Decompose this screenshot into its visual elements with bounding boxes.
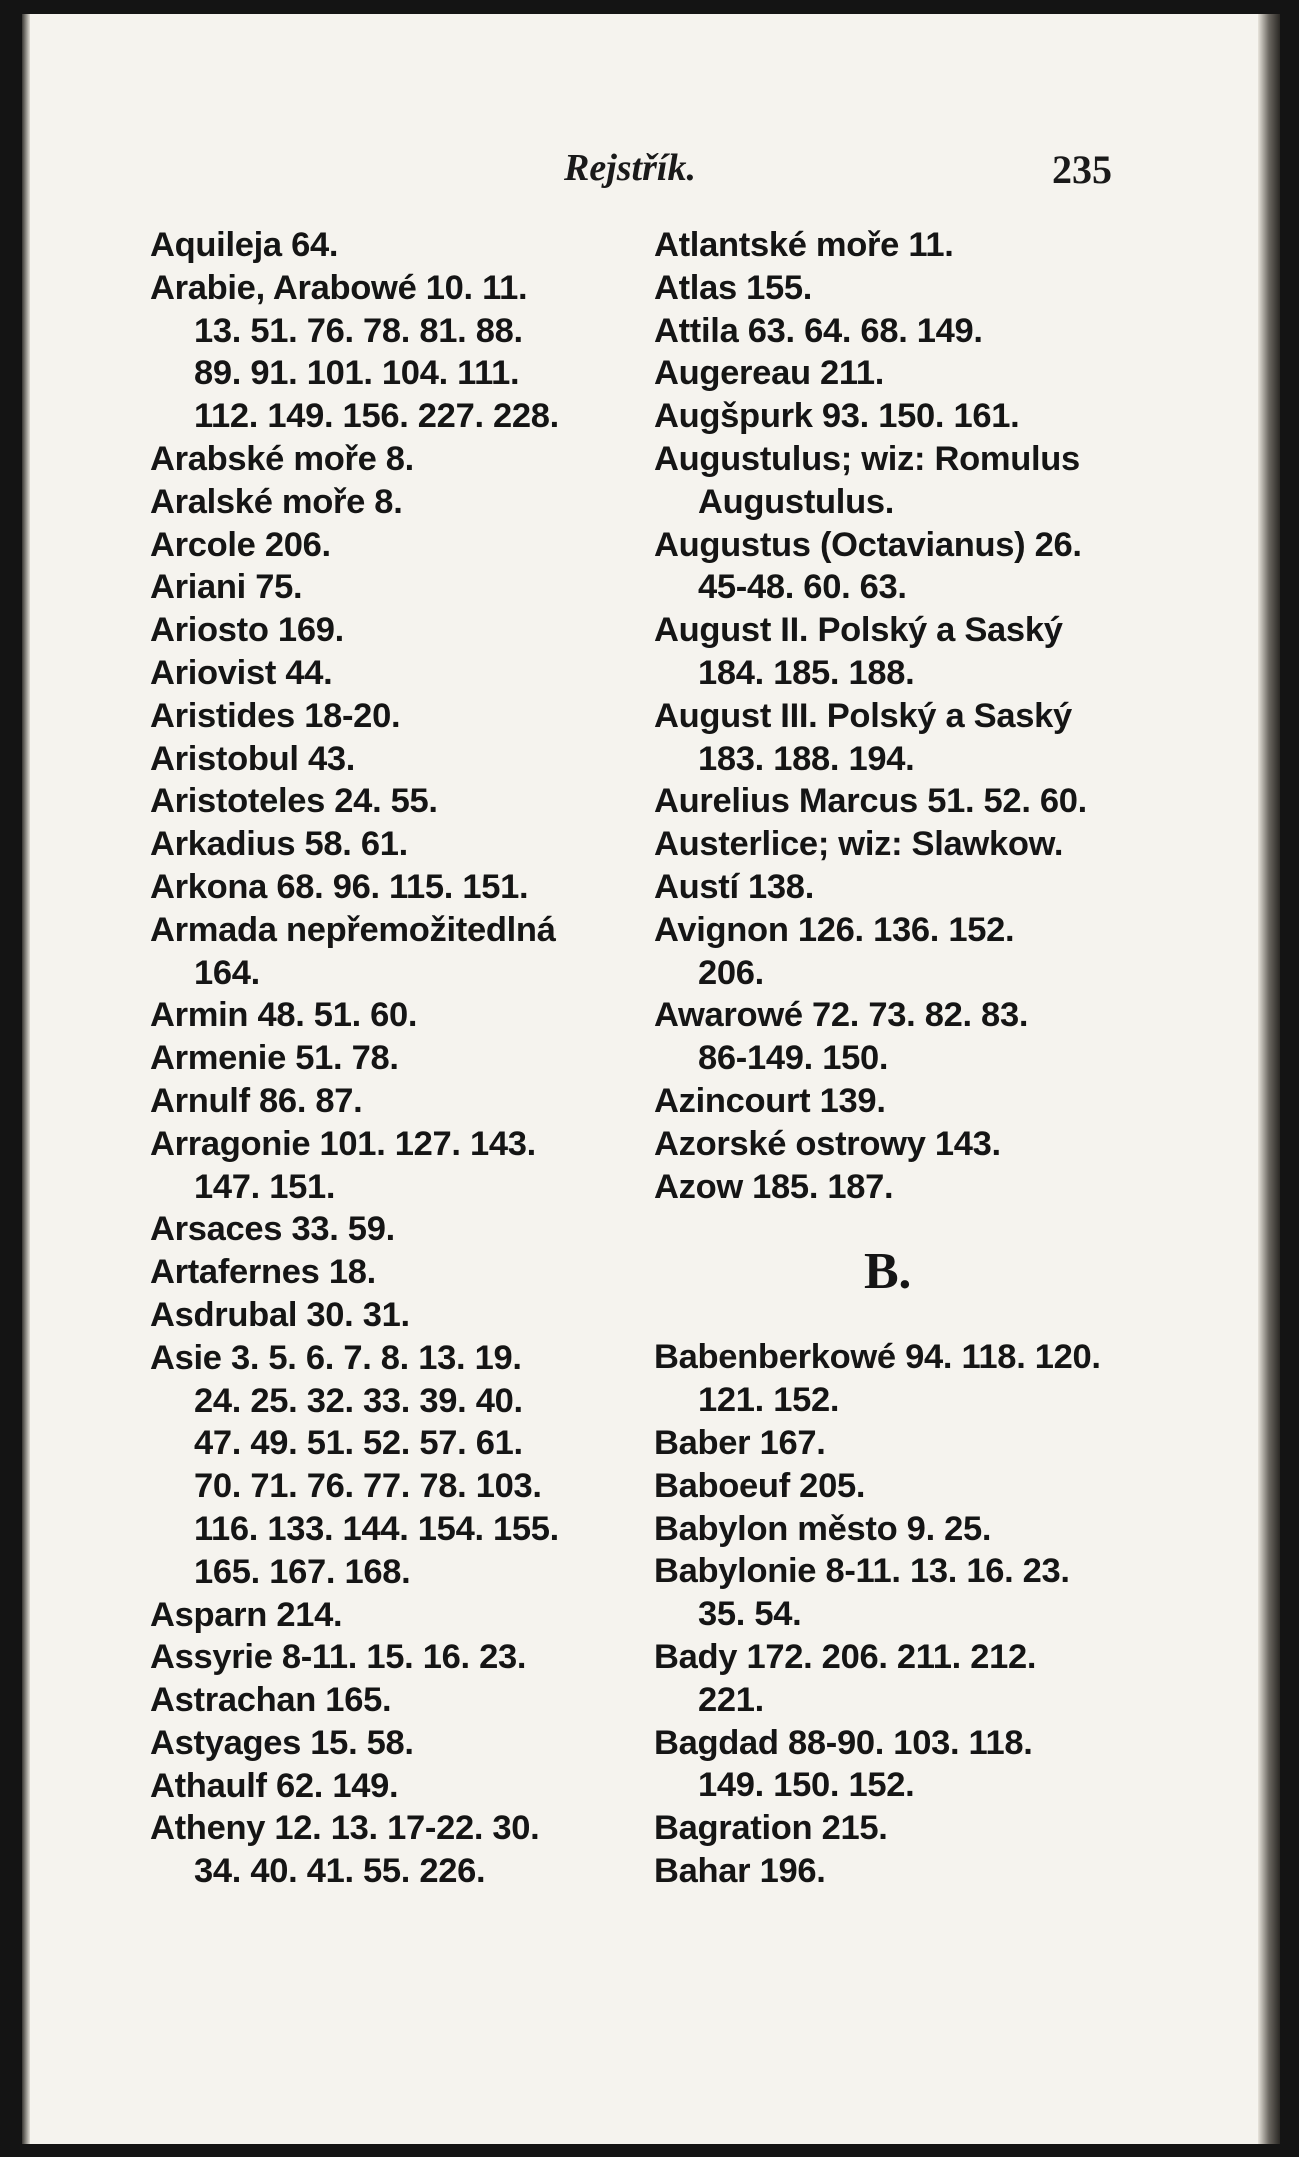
- index-entry: Augereau 211.: [654, 354, 885, 393]
- index-entry: Ariani 75.: [150, 568, 303, 607]
- index-entry-continuation: 34. 40. 41. 55. 226.: [194, 1852, 486, 1891]
- index-section-b: [654, 1336, 1154, 1892]
- index-entry: Azorské ostrowy 143.: [654, 1124, 1001, 1163]
- book-page: [22, 14, 1280, 2144]
- index-entry-continuation: 183. 188. 194.: [698, 739, 915, 778]
- index-entry: Asparn 214.: [150, 1595, 343, 1634]
- index-column-right: [654, 224, 1154, 1893]
- index-entry-continuation: 112. 149. 156. 227. 228.: [194, 397, 559, 436]
- index-entry: Austerlice; wiz: Slawkow.: [654, 825, 1064, 864]
- index-entry: Arragonie 101. 127. 143.: [150, 1124, 536, 1163]
- index-entry: Augustus (Octavianus) 26.: [654, 525, 1082, 564]
- page-edge-right: [1258, 14, 1280, 2144]
- index-entry: Asdrubal 30. 31.: [150, 1295, 410, 1334]
- index-entry: Awarowé 72. 73. 82. 83.: [654, 996, 1029, 1035]
- index-entry: August III. Polský a Saský: [654, 696, 1072, 735]
- index-column-left: [150, 224, 650, 1893]
- index-entry: Bagration 215.: [654, 1809, 888, 1848]
- index-entry: Assyrie 8-11. 15. 16. 23.: [150, 1638, 527, 1677]
- index-entry: Augustulus; wiz: Romulus: [654, 439, 1080, 478]
- index-entry: Azow 185. 187.: [654, 1167, 894, 1206]
- index-entry-continuation: 147. 151.: [194, 1167, 336, 1206]
- index-entry: August II. Polský a Saský: [654, 611, 1063, 650]
- index-entry-continuation: 121. 152.: [698, 1381, 840, 1420]
- index-entry-continuation: Augustulus.: [698, 482, 895, 521]
- index-entry: Babenberkowé 94. 118. 120.: [654, 1338, 1101, 1377]
- index-entry: Baboeuf 205.: [654, 1466, 866, 1505]
- index-entry-continuation: 45-48. 60. 63.: [698, 568, 907, 607]
- index-entry: Asie 3. 5. 6. 7. 8. 13. 19.: [150, 1338, 522, 1377]
- index-entry-continuation: 221.: [698, 1680, 764, 1719]
- index-entry-continuation: 206.: [698, 953, 764, 992]
- index-entry: Atlantské moře 11.: [654, 226, 954, 264]
- index-entry: Arcole 206.: [150, 525, 331, 564]
- index-section-a-continued: [654, 224, 1154, 1208]
- index-entry: Bahar 196.: [654, 1851, 826, 1890]
- index-entry-continuation: 24. 25. 32. 33. 39. 40.: [194, 1381, 523, 1420]
- index-entry: Aurelius Marcus 51. 52. 60.: [654, 782, 1087, 821]
- index-entry: Artafernes 18.: [150, 1253, 376, 1292]
- index-entry-continuation: 35. 54.: [698, 1595, 802, 1634]
- page-header: [22, 146, 1280, 196]
- index-entry-continuation: 47. 49. 51. 52. 57. 61.: [194, 1424, 523, 1463]
- index-entry-continuation: 149. 150. 152.: [698, 1766, 915, 1805]
- index-entry: Ariovist 44.: [150, 653, 333, 692]
- index-entry-continuation: 13. 51. 76. 78. 81. 88.: [194, 311, 523, 350]
- index-entry: Aquileja 64.: [150, 226, 339, 264]
- index-entry: Arnulf 86. 87.: [150, 1081, 363, 1120]
- page-number: 235: [1052, 147, 1112, 192]
- running-title: Rejstřík.: [564, 147, 696, 189]
- index-entry: Arkadius 58. 61.: [150, 825, 408, 864]
- index-entry-continuation: 165. 167. 168.: [194, 1552, 411, 1591]
- index-entry-continuation: 70. 71. 76. 77. 78. 103.: [194, 1467, 542, 1506]
- index-entry: Armin 48. 51. 60.: [150, 996, 418, 1035]
- index-entry: Aristobul 43.: [150, 739, 356, 778]
- index-entry: Arsaces 33. 59.: [150, 1210, 395, 1249]
- index-entry: Aristides 18-20.: [150, 696, 401, 735]
- index-entry: Baber 167.: [654, 1423, 826, 1462]
- index-entry: Azincourt 139.: [654, 1081, 886, 1120]
- index-entry: Atheny 12. 13. 17-22. 30.: [150, 1809, 540, 1848]
- index-entry: Arabie, Arabowé 10. 11.: [150, 268, 528, 307]
- index-entry: Ariosto 169.: [150, 611, 344, 650]
- index-entry-continuation: 184. 185. 188.: [698, 653, 915, 692]
- index-entry: Augšpurk 93. 150. 161.: [654, 397, 1020, 436]
- index-entry: Austí 138.: [654, 867, 814, 906]
- index-entry-continuation: 164.: [194, 953, 260, 992]
- index-entry: Arkona 68. 96. 115. 151.: [150, 867, 529, 906]
- index-entry: Babylonie 8-11. 13. 16. 23.: [654, 1552, 1070, 1591]
- page-edge-left: [22, 14, 30, 2144]
- index-entry-continuation: 89. 91. 101. 104. 111.: [194, 354, 520, 393]
- index-entry: Atlas 155.: [654, 268, 813, 307]
- index-entry: Avignon 126. 136. 152.: [654, 910, 1015, 949]
- index-entry: Armenie 51. 78.: [150, 1039, 399, 1078]
- index-entry: Athaulf 62. 149.: [150, 1766, 399, 1805]
- index-entry: Aralské moře 8.: [150, 482, 403, 521]
- index-entry: Babylon město 9. 25.: [654, 1509, 992, 1548]
- index-entry: Bagdad 88-90. 103. 118.: [654, 1723, 1033, 1762]
- index-entry-continuation: 86-149. 150.: [698, 1039, 889, 1078]
- index-entry: Astrachan 165.: [150, 1681, 392, 1720]
- index-entry: Aristoteles 24. 55.: [150, 782, 438, 821]
- index-entry: Attila 63. 64. 68. 149.: [654, 311, 983, 350]
- index-entry: Armada nepřemožitedlná: [150, 910, 556, 949]
- index-entry: Astyages 15. 58.: [150, 1723, 414, 1762]
- index-entry: Bady 172. 206. 211. 212.: [654, 1637, 1037, 1676]
- index-entry: Arabské moře 8.: [150, 439, 414, 478]
- index-entry-continuation: 116. 133. 144. 154. 155.: [194, 1509, 559, 1548]
- section-heading-b: B.: [864, 1243, 912, 1301]
